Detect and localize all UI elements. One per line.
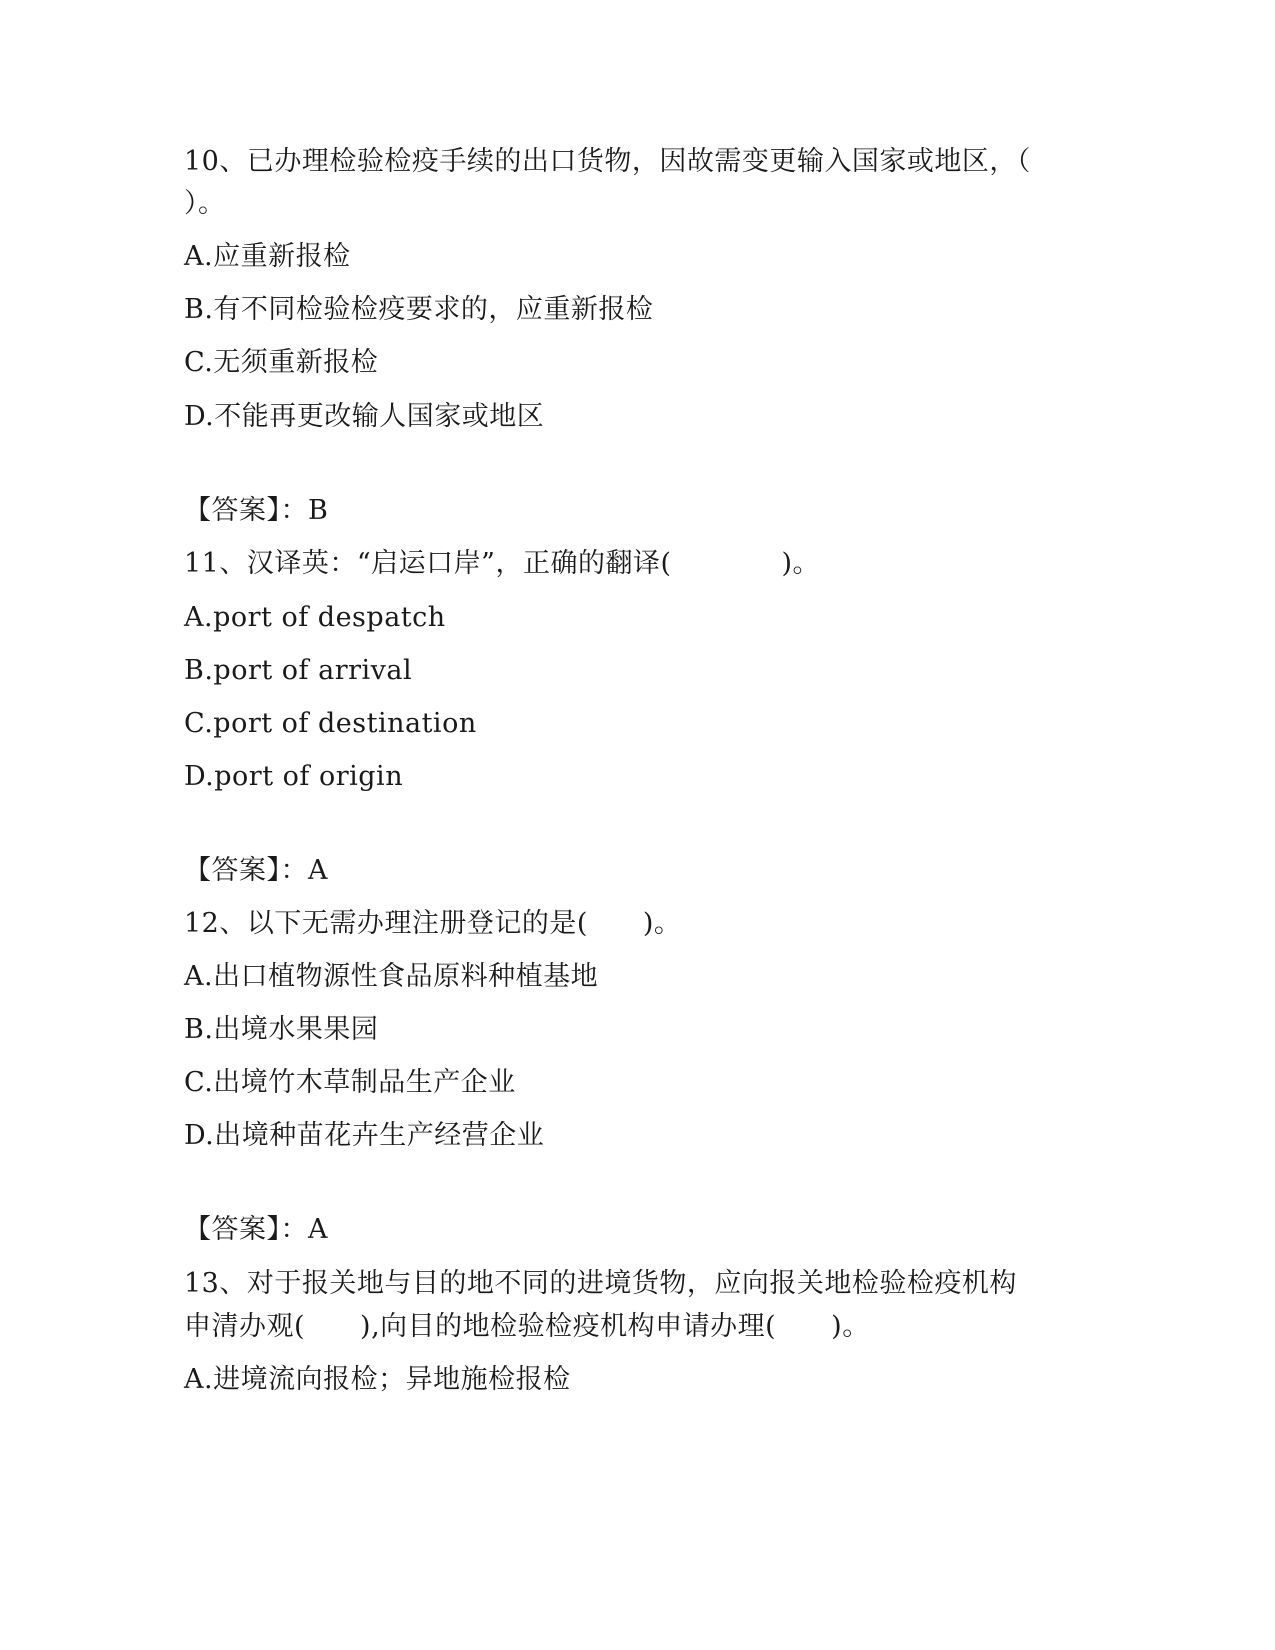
question-12-answer: 【答案】：A [184,1214,328,1245]
question-10-option-d: D.不能再更改输人国家或地区 [184,401,545,432]
question-13-option-a: A.进境流向报检；异地施检报检 [184,1364,571,1395]
question-10-stem-line-1: 10、已办理检验检疫手续的出口货物，因故需变更输入国家或地区，（ [184,146,1031,177]
question-10-stem-line-2: ）。 [184,188,226,219]
question-11-stem-line-1: 11、汉译英：“启运口岸”，正确的翻译( )。 [184,548,821,579]
question-12-option-c: C.出境竹木草制品生产企业 [184,1067,516,1098]
question-11-answer: 【答案】：A [184,855,328,886]
question-10-option-b: B.有不同检验检疫要求的，应重新报检 [184,294,654,325]
question-11-option-b: B.port of arrival [184,655,413,686]
question-12-stem-line-1: 12、以下无需办理注册登记的是( )。 [184,908,682,939]
question-12-option-b: B.出境水果果园 [184,1014,379,1045]
question-10-option-a: A.应重新报检 [184,241,351,272]
question-10-option-c: C.无须重新报检 [184,347,379,378]
question-13-stem-line-2: 申清办观( ),向目的地检验检疫机构申请办理( )。 [184,1311,870,1342]
question-11-option-c: C.port of destination [184,708,477,739]
question-11-option-a: A.port of despatch [184,602,446,633]
question-10-answer: 【答案】：B [184,495,329,526]
question-13-stem-line-1: 13、对于报关地与目的地不同的进境货物，应向报关地检验检疫机构 [184,1268,1017,1299]
question-11-option-d: D.port of origin [184,761,404,792]
question-12-option-a: A.出口植物源性食品原料种植基地 [184,961,599,992]
question-12-option-d: D.出境种苗花卉生产经营企业 [184,1120,545,1151]
